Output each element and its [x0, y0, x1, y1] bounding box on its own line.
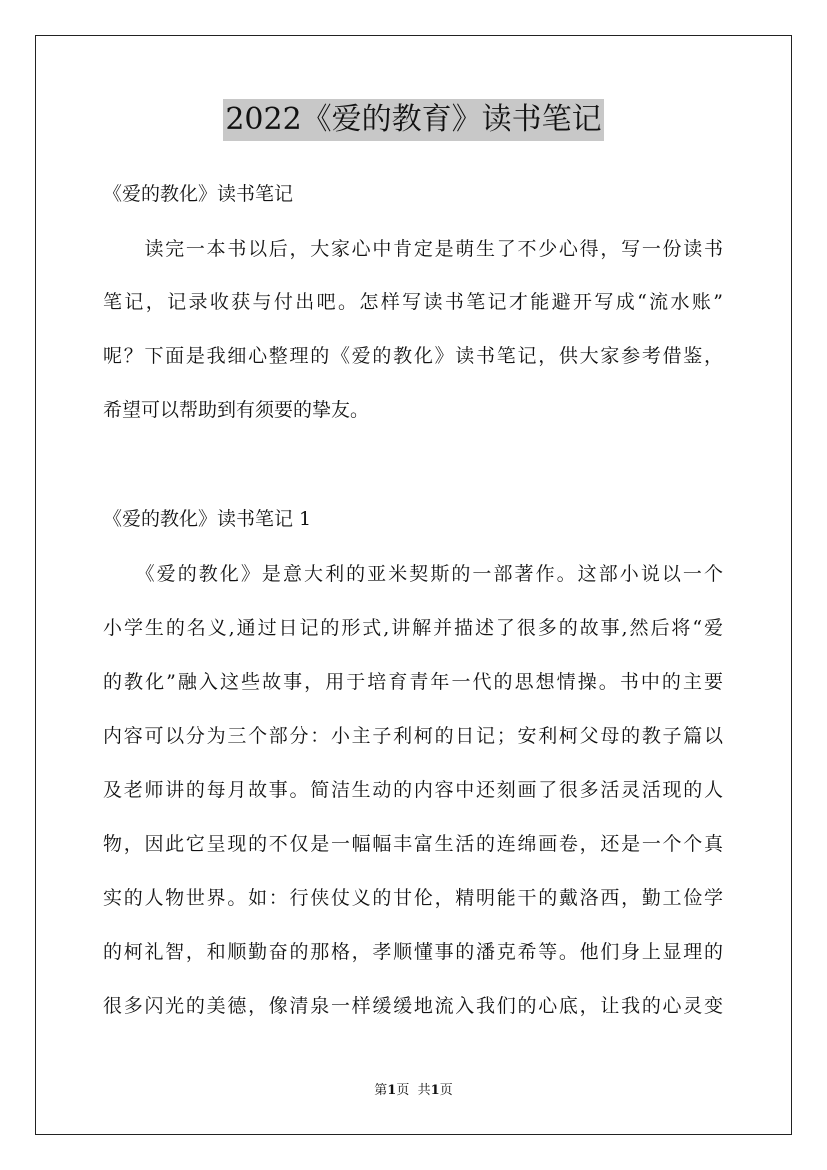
- document-title: 2022《爱的教育》读书笔记: [223, 99, 603, 141]
- section1-heading: 《爱的教化》读书笔记 1: [103, 508, 312, 530]
- section1-line-4: 内容可以分为三个部分：小主子利柯的日记；安利柯父母的教子篇以: [103, 725, 723, 747]
- total-number: 1: [430, 1083, 440, 1098]
- intro-heading: 《爱的教化》读书笔记: [103, 183, 294, 205]
- page-footer: [0, 1082, 827, 1100]
- total-suffix: 页: [439, 1083, 453, 1098]
- intro-line-4: 希望可以帮助到有须要的挚友。: [103, 399, 370, 421]
- section1-line-9: 很多闪光的美德，像清泉一样缓缓地流入我们的心底，让我的心灵变: [103, 995, 723, 1017]
- section1-line-1: 《爱的教化》是意大利的亚米契斯的一部著作。这部小说以一个: [103, 563, 723, 585]
- page-number: 1: [387, 1083, 397, 1098]
- intro-line-3: 呢？下面是我细心整理的《爱的教化》读书笔记，供大家参考借鉴，: [103, 345, 723, 367]
- page-suffix: 页: [396, 1083, 410, 1098]
- section1-line-8: 的柯礼智，和顺勤奋的那格，孝顺懂事的潘克希等。他们身上显理的: [103, 941, 723, 963]
- section1-line-6: 物，因此它呈现的不仅是一幅幅丰富生活的连绵画卷，还是一个个真: [103, 833, 723, 855]
- intro-line-2: 笔记，记录收获与付出吧。怎样写读书笔记才能避开写成“流水账”: [103, 291, 723, 313]
- section1-line-7: 实的人物世界。如：行侠仗义的甘伦，精明能干的戴洛西，勤工俭学: [103, 887, 723, 909]
- page-prefix: 第: [374, 1083, 388, 1098]
- intro-line-1: 读完一本书以后，大家心中肯定是萌生了不少心得，写一份读书: [103, 238, 723, 260]
- title-container: [0, 99, 827, 141]
- total-prefix: 共: [417, 1083, 431, 1098]
- section1-line-3: 的教化”融入这些故事，用于培育青年一代的思想情操。书中的主要: [103, 671, 723, 693]
- section1-line-5: 及老师讲的每月故事。简洁生动的内容中还刻画了很多活灵活现的人: [103, 779, 723, 801]
- section1-line-2: 小学生的名义,通过日记的形式,讲解并描述了很多的故事,然后将“爱: [103, 617, 723, 639]
